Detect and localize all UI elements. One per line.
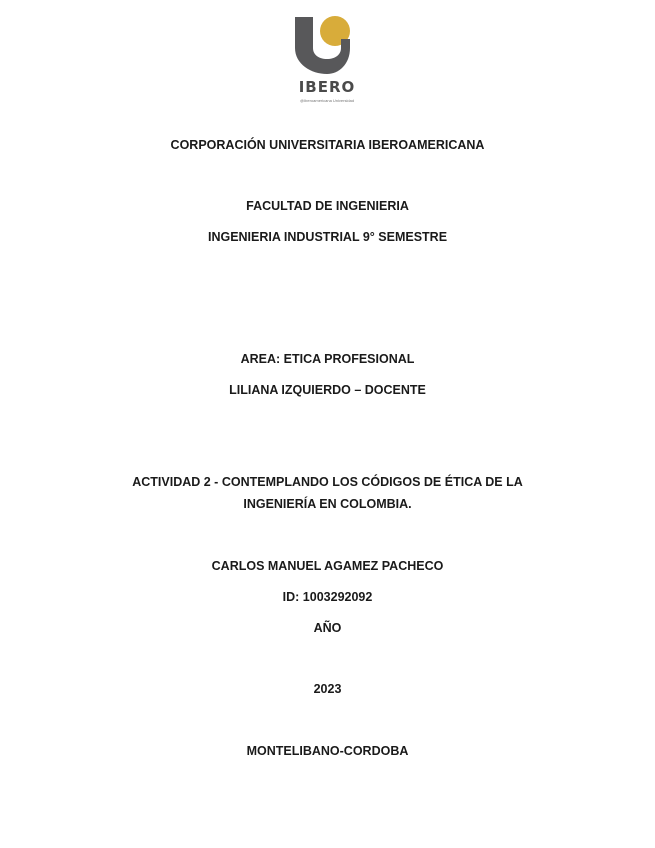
institution-name: CORPORACIÓN UNIVERSITARIA IBEROAMERICANA [170, 138, 485, 152]
year-label: AÑO [313, 621, 342, 635]
activity-title: ACTIVIDAD 2 - CONTEMPLANDO LOS CÓDIGOS DE ÉTICA DE LA INGENIERÍA EN COLOMBIA. [132, 475, 523, 511]
student-name: CARLOS MANUEL AGAMEZ PACHECO [211, 559, 444, 573]
teacher-name: LILIANA IZQUIERDO – DOCENTE [229, 383, 426, 397]
logo-wordmark: IBERO [298, 78, 356, 96]
subject-area: AREA: ETICA PROFESIONAL [240, 352, 415, 366]
location: MONTELIBANO-CORDOBA [246, 744, 409, 758]
student-id: ID: 1003292092 [282, 590, 373, 604]
year-value: 2023 [313, 682, 342, 696]
ibero-logo [282, 14, 372, 108]
faculty-name: FACULTAD DE INGENIERIA [246, 199, 409, 213]
ibero-logo-mark-icon [282, 14, 372, 76]
logo-tagline: @Iberoamericana Universidad [299, 98, 355, 103]
program-name: INGENIERIA INDUSTRIAL 9° SEMESTRE [207, 230, 448, 244]
